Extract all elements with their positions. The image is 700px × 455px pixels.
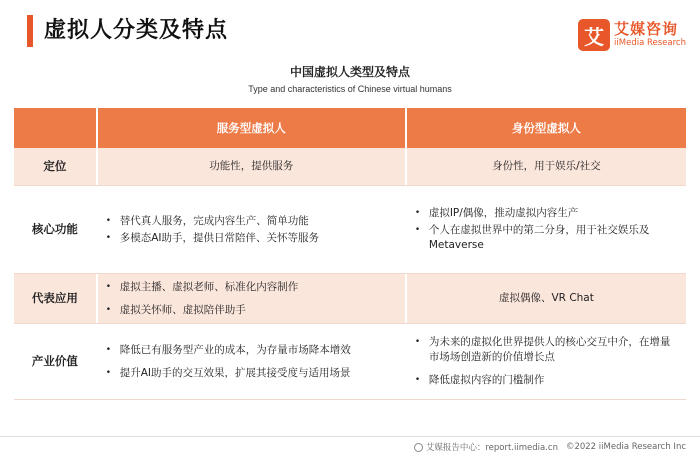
table-header-row: [14, 108, 686, 148]
bullet-icon: •: [105, 232, 112, 243]
list-item: • 降低已有服务型产业的成本，为存量市场降本增效: [105, 343, 351, 356]
row-label: 核心功能: [14, 186, 96, 273]
bullet-icon: •: [414, 375, 421, 385]
identity-positioning: 身份性，用于娱乐/社交: [407, 148, 686, 185]
bullet-icon: •: [414, 225, 421, 235]
bullet-icon: •: [105, 304, 112, 315]
footer-copyright: ©2022 iiMedia Research Inc: [565, 442, 686, 452]
list-item: • 替代真人服务，完成内容生产、简单功能: [105, 214, 309, 227]
header-corner: [14, 108, 96, 148]
footer-source: 艾媒报告中心：report.iimedia.cn: [425, 443, 558, 453]
logo-mark: 艾: [578, 19, 610, 51]
table-row-positioning: [14, 148, 686, 186]
header-service-type: 服务型虚拟人: [98, 108, 405, 148]
list-item: • 提升AI助手的交互效果，扩展其接受度与适用场景: [105, 366, 351, 379]
service-positioning: 功能性，提供服务: [98, 148, 405, 185]
title-accent-bar: [27, 15, 33, 47]
identity-applications: 虚拟偶像、VR Chat: [407, 274, 686, 323]
list-item: • 个人在虚拟世界中的第二分身，用于社交娱乐及Metaverse: [414, 224, 650, 251]
bullet-icon: •: [414, 208, 421, 218]
list-item: • 多模态AI助手，提供日常陪伴、关怀等服务: [105, 231, 320, 244]
bullet-icon: •: [105, 215, 112, 226]
identity-core-function: [407, 186, 686, 273]
service-core-function: [98, 186, 405, 273]
table-row-core-function: [14, 186, 686, 274]
footer-divider: [0, 436, 700, 437]
list-item: • 虚拟主播、虚拟老师、标准化内容制作: [105, 280, 299, 293]
list-item: • 虚拟关怀师、虚拟陪伴助手: [105, 303, 246, 316]
page-title: 虚拟人分类及特点: [44, 18, 229, 43]
table-subtitle: Type and characteristics of Chinese virtual humans: [248, 84, 452, 94]
row-label: 代表应用: [14, 274, 96, 323]
service-industry-value: [98, 324, 405, 399]
list-item: • 为未来的虚拟化世界提供人的核心交互中介，在增量市场场创造新的价值增长点: [414, 336, 671, 363]
logo-name-en: iiMedia Research: [614, 38, 686, 49]
service-applications: [98, 274, 405, 323]
row-label: 产业价值: [14, 324, 96, 399]
logo-name-cn: 艾媒咨询: [614, 20, 679, 39]
iimedia-logo: [578, 18, 686, 52]
logo-text: [614, 22, 686, 48]
bullet-icon: •: [414, 337, 421, 347]
report-center-icon: [414, 443, 423, 452]
bullet-icon: •: [105, 367, 112, 378]
bullet-icon: •: [105, 344, 112, 355]
header-identity-type: 身份型虚拟人: [407, 108, 686, 148]
footer: [414, 441, 686, 453]
comparison-table: [14, 108, 686, 400]
table-row-industry-value: [14, 324, 686, 400]
table-row-applications: [14, 274, 686, 324]
identity-industry-value: [407, 324, 686, 399]
bullet-icon: •: [105, 281, 112, 292]
row-label: 定位: [14, 148, 96, 185]
list-item: • 降低虚拟内容的门槛制作: [414, 374, 545, 386]
table-title: 中国虚拟人类型及特点: [289, 65, 410, 79]
list-item: • 虚拟IP/偶像，推动虚拟内容生产: [414, 207, 579, 219]
